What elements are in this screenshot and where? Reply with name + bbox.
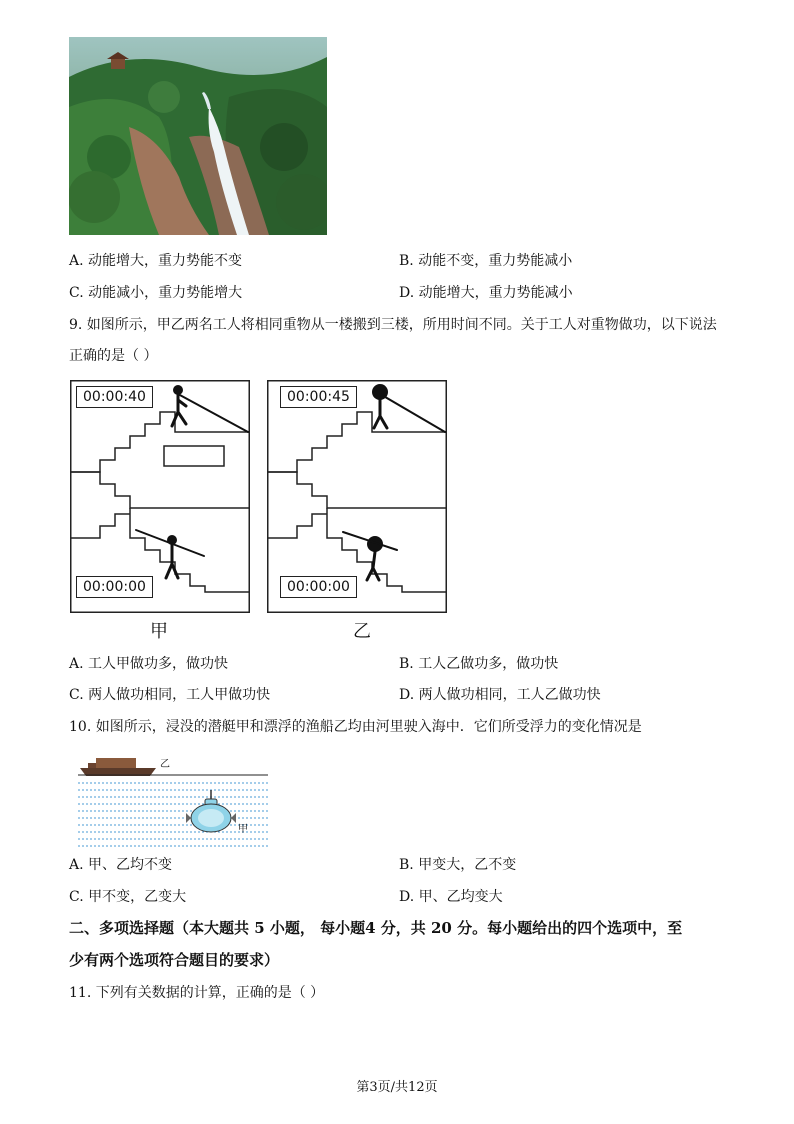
q9-option-a: A. 工人甲做功多，做功快 — [69, 656, 229, 672]
q8-option-b: B. 动能不变，重力势能减小 — [399, 253, 573, 269]
q9-figure-left — [70, 380, 250, 613]
worker-top-left — [172, 385, 248, 432]
section2-heading-line1: 二、多项选择题（本大题共 5 小题， 每小题4 分，共 20 分。每小题给出的四个选项中，至 — [69, 919, 683, 937]
q9-stem-line2: 正确的是（ ） — [69, 348, 158, 364]
boat-label-yi: 乙 — [160, 759, 170, 770]
q9-figure-right — [267, 380, 447, 613]
worker-bottom-right — [343, 532, 397, 580]
section2-heading-line2: 少有两个选项符合题目的要求） — [69, 951, 280, 969]
waterfall-photo — [69, 37, 327, 235]
q10-option-c: C. 甲不变，乙变大 — [69, 889, 187, 905]
boat-submarine-diagram — [78, 750, 270, 850]
q9-stem-line1: 9. 如图所示，甲乙两名工人将相同重物从一楼搬到三楼，所用时间不同。关于工人对重物做功，以下说法 — [69, 317, 717, 333]
worker-bottom-left — [136, 530, 204, 578]
q9-option-c: C. 两人做功相同，工人甲做功快 — [69, 687, 271, 703]
submarine-icon — [186, 790, 236, 832]
page-footer: 第3页/共12页 — [356, 1080, 438, 1095]
q8-option-a: A. 动能增大，重力势能不变 — [69, 253, 243, 269]
q10-option-d: D. 甲、乙均变大 — [399, 889, 503, 905]
fishing-boat-icon — [80, 758, 156, 776]
q9-option-b: B. 工人乙做功多，做功快 — [399, 656, 559, 672]
q11-stem-line1: 11. 下列有关数据的计算，正确的是（ ） — [69, 985, 325, 1001]
q10-option-b: B. 甲变大，乙不变 — [399, 857, 517, 873]
timer-top-left: 00:00:40 — [76, 386, 153, 408]
q9-option-d: D. 两人做功相同，工人乙做功快 — [399, 687, 601, 703]
q10-option-a: A. 甲、乙均不变 — [69, 857, 173, 873]
timer-top-right: 00:00:45 — [280, 386, 357, 408]
q10-stem-line1: 10. 如图所示，浸没的潜艇甲和漂浮的渔船乙均由河里驶入海中．它们所受浮力的变化情况是 — [69, 719, 642, 735]
timer-bottom-right: 00:00:00 — [280, 576, 357, 598]
timer-bottom-left: 00:00:00 — [76, 576, 153, 598]
q8-option-c: C. 动能减小，重力势能增大 — [69, 285, 243, 301]
submarine-label-jia: 甲 — [238, 824, 248, 835]
figure-label-yi: 乙 — [353, 621, 371, 642]
worker-top-right — [372, 384, 445, 432]
figure-label-jia: 甲 — [150, 621, 168, 642]
q10-figure — [78, 750, 270, 850]
waterfall-photo-svg — [69, 37, 327, 235]
q8-option-d: D. 动能增大，重力势能减小 — [399, 285, 573, 301]
